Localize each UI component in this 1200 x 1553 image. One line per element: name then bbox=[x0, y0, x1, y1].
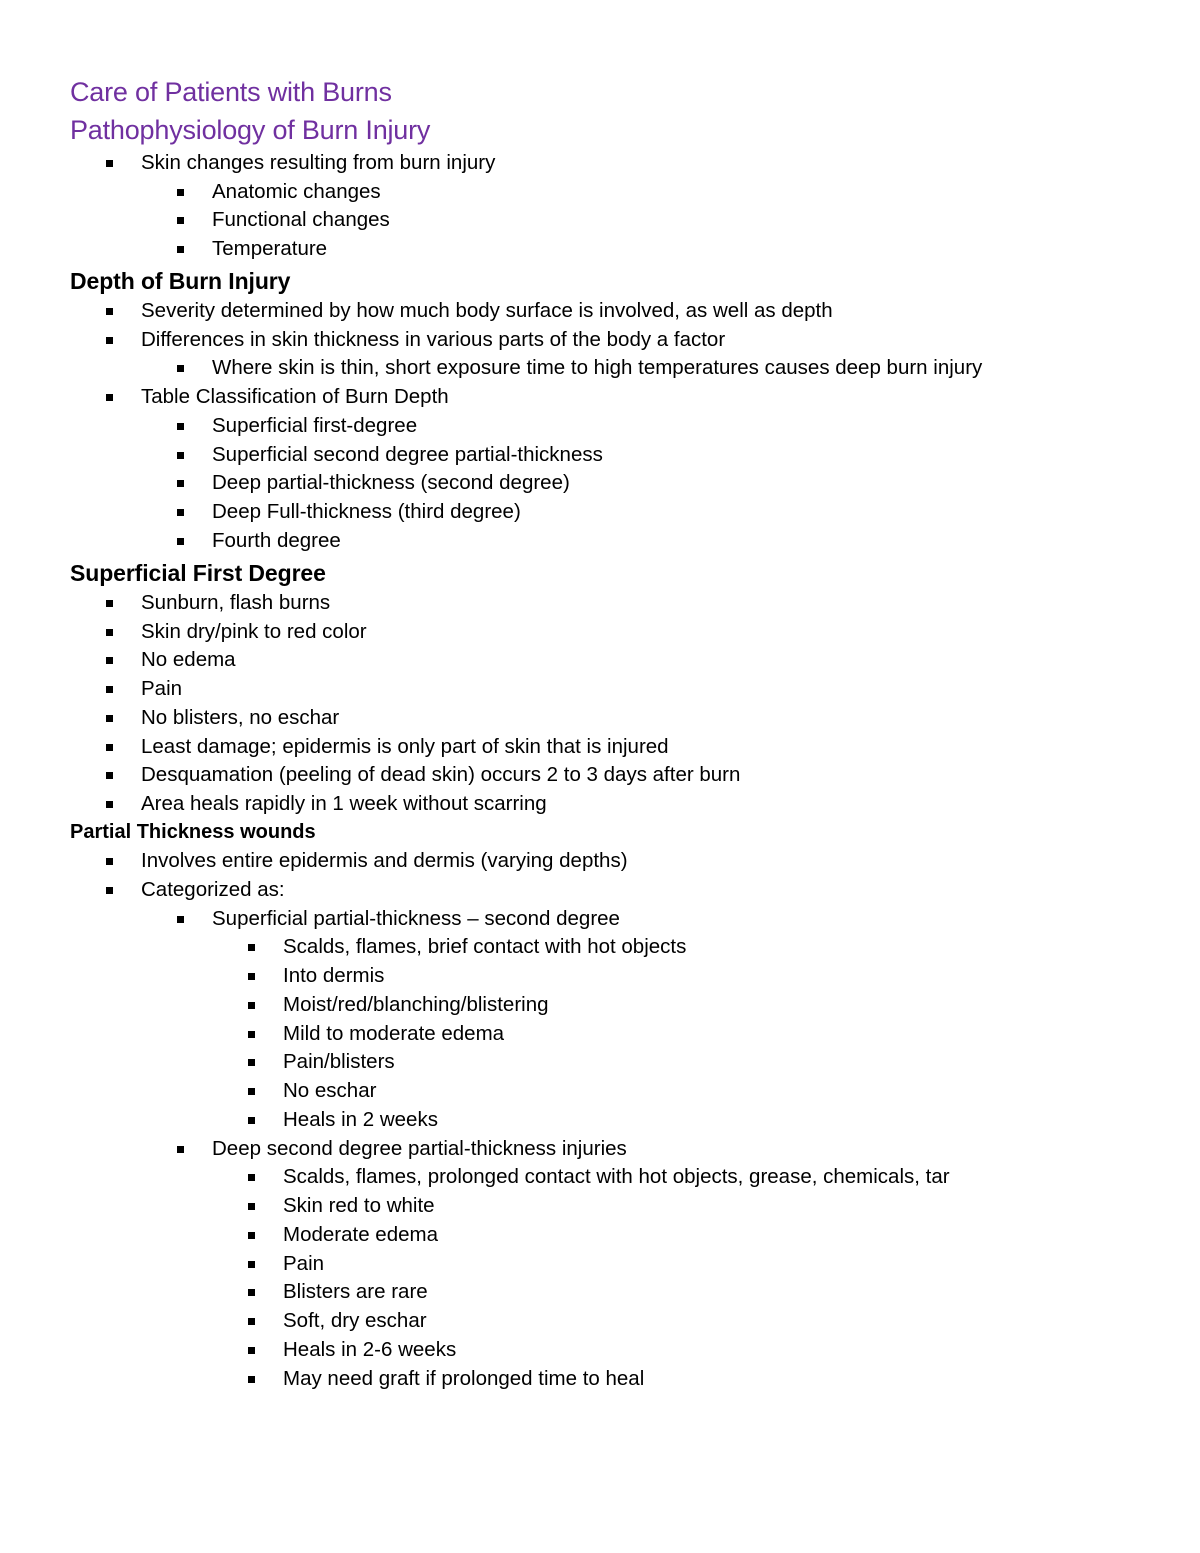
list-item-text: Area heals rapidly in 1 week without scarring bbox=[141, 791, 547, 815]
list-item-text: Pain/blisters bbox=[283, 1050, 395, 1074]
square-bullet-icon bbox=[106, 308, 113, 315]
list-item-text: Functional changes bbox=[212, 208, 390, 232]
square-bullet-icon bbox=[248, 1203, 255, 1210]
list-item-text: Temperature bbox=[212, 236, 328, 260]
square-bullet-icon bbox=[177, 538, 184, 545]
list-item-text: Fourth degree bbox=[212, 528, 341, 552]
square-bullet-icon bbox=[106, 337, 113, 344]
list-item-text: Desquamation (peeling of dead skin) occurs 2 to 3 days after burn bbox=[141, 763, 741, 787]
list-item-text: Differences in skin thickness in various parts of the body a factor bbox=[141, 327, 726, 351]
list-item-text: Pain bbox=[141, 677, 183, 701]
square-bullet-icon bbox=[106, 715, 113, 722]
list-item-text: Severity determined by how much body surface is involved, as well as depth bbox=[141, 299, 833, 322]
list-item-text: Involves entire epidermis and dermis (varying depths) bbox=[141, 849, 628, 872]
list-item-text: Heals in 2 weeks bbox=[283, 1107, 438, 1131]
square-bullet-icon bbox=[248, 1002, 255, 1009]
square-bullet-icon bbox=[177, 189, 184, 196]
list-item-text: Superficial first-degree bbox=[212, 413, 418, 437]
list-item-text: Scalds, flames, brief contact with hot objects bbox=[283, 935, 687, 959]
list-item-text: May need graft if prolonged time to heal bbox=[283, 1366, 645, 1390]
square-bullet-icon bbox=[248, 1232, 255, 1239]
list-item-text: Skin dry/pink to red color bbox=[141, 619, 367, 643]
list-item-text: Table Classification of Burn Depth bbox=[141, 385, 449, 409]
square-bullet-icon bbox=[248, 1059, 255, 1066]
list-item-text: Skin changes resulting from burn injury bbox=[141, 151, 496, 174]
square-bullet-icon bbox=[248, 1174, 255, 1181]
document-subtitle: Pathophysiology of Burn Injury bbox=[70, 115, 431, 145]
square-bullet-icon bbox=[177, 246, 184, 253]
square-bullet-icon bbox=[177, 365, 184, 372]
document-title: Care of Patients with Burns bbox=[70, 77, 392, 107]
square-bullet-icon bbox=[177, 1146, 184, 1153]
section-heading-partial-thickness: Partial Thickness wounds bbox=[70, 821, 316, 843]
list-item-text: Anatomic changes bbox=[212, 179, 381, 203]
square-bullet-icon bbox=[106, 394, 113, 401]
square-bullet-icon bbox=[177, 916, 184, 923]
section-heading-depth: Depth of Burn Injury bbox=[70, 268, 291, 294]
square-bullet-icon bbox=[106, 801, 113, 808]
square-bullet-icon bbox=[248, 1031, 255, 1038]
list-item-text: Where skin is thin, short exposure time to high temperatures causes deep burn injury bbox=[212, 356, 983, 380]
list-item-text: No edema bbox=[141, 648, 236, 672]
list-item-text: No blisters, no eschar bbox=[141, 705, 340, 729]
square-bullet-icon bbox=[248, 944, 255, 951]
square-bullet-icon bbox=[106, 744, 113, 751]
square-bullet-icon bbox=[248, 1318, 255, 1325]
square-bullet-icon bbox=[248, 973, 255, 980]
list-item-text: Mild to moderate edema bbox=[283, 1021, 505, 1045]
list-item-text: Superficial second degree partial-thickness bbox=[212, 442, 603, 466]
list-item-text: Categorized as: bbox=[141, 877, 285, 901]
square-bullet-icon bbox=[177, 480, 184, 487]
square-bullet-icon bbox=[106, 600, 113, 607]
list-item-text: No eschar bbox=[283, 1079, 377, 1102]
square-bullet-icon bbox=[248, 1088, 255, 1095]
list-item-text: Soft, dry eschar bbox=[283, 1309, 427, 1332]
square-bullet-icon bbox=[177, 509, 184, 516]
square-bullet-icon bbox=[248, 1289, 255, 1296]
list-item-text: Skin red to white bbox=[283, 1194, 435, 1217]
list-item-text: Moderate edema bbox=[283, 1222, 438, 1246]
list-item-text: Moist/red/blanching/blistering bbox=[283, 992, 549, 1016]
list-item-text: Sunburn, flash burns bbox=[141, 591, 331, 614]
square-bullet-icon bbox=[106, 629, 113, 636]
square-bullet-icon bbox=[106, 686, 113, 693]
list-item-text: Blisters are rare bbox=[283, 1280, 428, 1304]
square-bullet-icon bbox=[106, 772, 113, 779]
square-bullet-icon bbox=[177, 217, 184, 224]
square-bullet-icon bbox=[106, 858, 113, 865]
square-bullet-icon bbox=[248, 1376, 255, 1383]
square-bullet-icon bbox=[106, 657, 113, 664]
square-bullet-icon bbox=[177, 452, 184, 459]
list-item-text: Deep second degree partial-thickness injuries bbox=[212, 1136, 627, 1160]
list-item-text: Deep partial-thickness (second degree) bbox=[212, 471, 570, 495]
list-item-text: Deep Full-thickness (third degree) bbox=[212, 499, 521, 523]
list-item-text: Scalds, flames, prolonged contact with hot objects, grease, chemicals, tar bbox=[283, 1165, 950, 1189]
list-item-text: Into dermis bbox=[283, 964, 385, 987]
square-bullet-icon bbox=[106, 160, 113, 167]
list-item-text: Heals in 2-6 weeks bbox=[283, 1337, 457, 1361]
square-bullet-icon bbox=[177, 423, 184, 430]
square-bullet-icon bbox=[248, 1347, 255, 1354]
section-heading-superficial-first: Superficial First Degree bbox=[70, 560, 326, 586]
square-bullet-icon bbox=[106, 887, 113, 894]
list-item-text: Superficial partial-thickness – second degree bbox=[212, 906, 620, 930]
square-bullet-icon bbox=[248, 1261, 255, 1268]
square-bullet-icon bbox=[248, 1117, 255, 1124]
list-item-text: Pain bbox=[283, 1251, 325, 1275]
list-item-text: Least damage; epidermis is only part of skin that is injured bbox=[141, 734, 669, 758]
